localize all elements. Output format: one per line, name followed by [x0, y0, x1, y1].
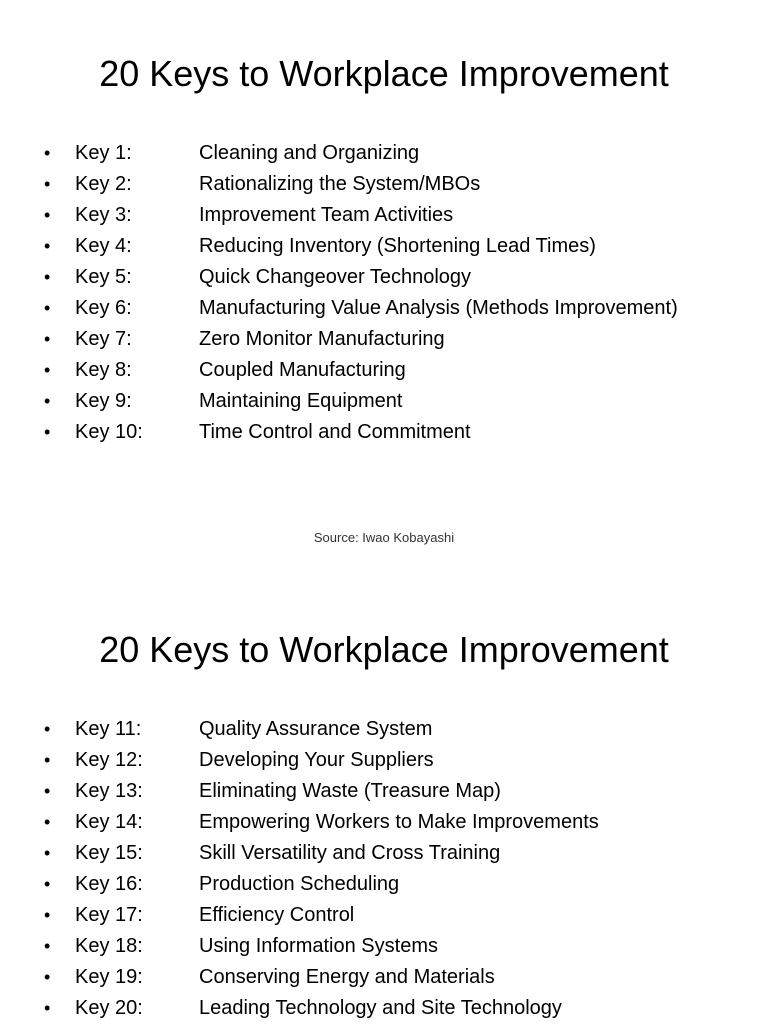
key-label: Key 4:: [75, 235, 132, 257]
key-list: [0, 140, 768, 450]
list-item: [0, 871, 768, 902]
bullet-icon: •: [44, 298, 51, 318]
bullet-icon: •: [44, 812, 51, 832]
bullet-icon: •: [44, 329, 51, 349]
key-label: Key 5:: [75, 266, 132, 288]
bullet-icon: •: [44, 874, 51, 894]
list-item: [0, 964, 768, 995]
bullet-icon: •: [44, 905, 51, 925]
key-label: Key 15:: [75, 842, 143, 864]
bullet-icon: •: [44, 391, 51, 411]
list-item: [0, 140, 768, 171]
bullet-icon: •: [44, 422, 51, 442]
key-label: Key 11:: [75, 718, 142, 740]
bullet-icon: •: [44, 143, 51, 163]
bullet-icon: •: [44, 781, 51, 801]
slide-2: [0, 576, 768, 1024]
list-item: [0, 902, 768, 933]
bullet-icon: •: [44, 205, 51, 225]
key-label: Key 17:: [75, 904, 143, 926]
bullet-icon: •: [44, 360, 51, 380]
key-label: Key 18:: [75, 935, 143, 957]
key-label: Key 16:: [75, 873, 143, 895]
bullet-icon: •: [44, 750, 51, 770]
list-item: [0, 840, 768, 871]
bullet-icon: •: [44, 267, 51, 287]
bullet-icon: •: [44, 843, 51, 863]
bullet-icon: •: [44, 236, 51, 256]
key-description: Manufacturing Value Analysis (Methods Improvement): [199, 297, 678, 319]
key-description: Developing Your Suppliers: [199, 749, 434, 771]
key-description: Efficiency Control: [199, 904, 355, 926]
list-item: [0, 809, 768, 840]
key-description: Time Control and Commitment: [199, 421, 471, 443]
bullet-icon: •: [44, 998, 51, 1018]
key-label: Key 2:: [75, 173, 132, 195]
slide-title: 20 Keys to Workplace Improvement: [99, 53, 669, 94]
key-description: Production Scheduling: [199, 873, 400, 895]
list-item: [0, 357, 768, 388]
key-description: Conserving Energy and Materials: [199, 966, 495, 988]
key-description: Eliminating Waste (Treasure Map): [199, 780, 501, 802]
list-item: [0, 716, 768, 747]
list-item: [0, 933, 768, 964]
key-label: Key 20:: [75, 997, 143, 1019]
key-description: Cleaning and Organizing: [199, 142, 420, 164]
key-label: Key 1:: [75, 142, 132, 164]
list-item: [0, 995, 768, 1026]
key-label: Key 6:: [75, 297, 132, 319]
key-description: Coupled Manufacturing: [199, 359, 406, 381]
key-description: Improvement Team Activities: [199, 204, 454, 226]
bullet-icon: •: [44, 719, 51, 739]
list-item: [0, 202, 768, 233]
key-description: Rationalizing the System/MBOs: [199, 173, 481, 195]
key-description: Zero Monitor Manufacturing: [199, 328, 445, 350]
list-item: [0, 419, 768, 450]
key-label: Key 13:: [75, 780, 143, 802]
key-label: Key 19:: [75, 966, 143, 988]
key-description: Using Information Systems: [199, 935, 438, 957]
list-item: [0, 171, 768, 202]
list-item: [0, 295, 768, 326]
key-label: Key 10:: [75, 421, 143, 443]
key-label: Key 12:: [75, 749, 143, 771]
key-description: Maintaining Equipment: [199, 390, 403, 412]
key-label: Key 3:: [75, 204, 132, 226]
list-item: [0, 747, 768, 778]
list-item: [0, 326, 768, 357]
key-description: Quality Assurance System: [199, 718, 433, 740]
list-item: [0, 264, 768, 295]
list-item: [0, 233, 768, 264]
key-description: Reducing Inventory (Shortening Lead Times): [199, 235, 596, 257]
slide-title: 20 Keys to Workplace Improvement: [99, 629, 669, 670]
key-list: [0, 716, 768, 1026]
key-description: Empowering Workers to Make Improvements: [199, 811, 599, 833]
key-description: Skill Versatility and Cross Training: [199, 842, 501, 864]
key-label: Key 14:: [75, 811, 143, 833]
key-label: Key 9:: [75, 390, 132, 412]
key-description: Quick Changeover Technology: [199, 266, 472, 288]
source-note: Source: Iwao Kobayashi: [313, 530, 455, 545]
bullet-icon: •: [44, 174, 51, 194]
key-description: Leading Technology and Site Technology: [199, 997, 562, 1019]
list-item: [0, 388, 768, 419]
key-label: Key 7:: [75, 328, 132, 350]
list-item: [0, 778, 768, 809]
key-label: Key 8:: [75, 359, 132, 381]
bullet-icon: •: [44, 936, 51, 956]
bullet-icon: •: [44, 967, 51, 987]
